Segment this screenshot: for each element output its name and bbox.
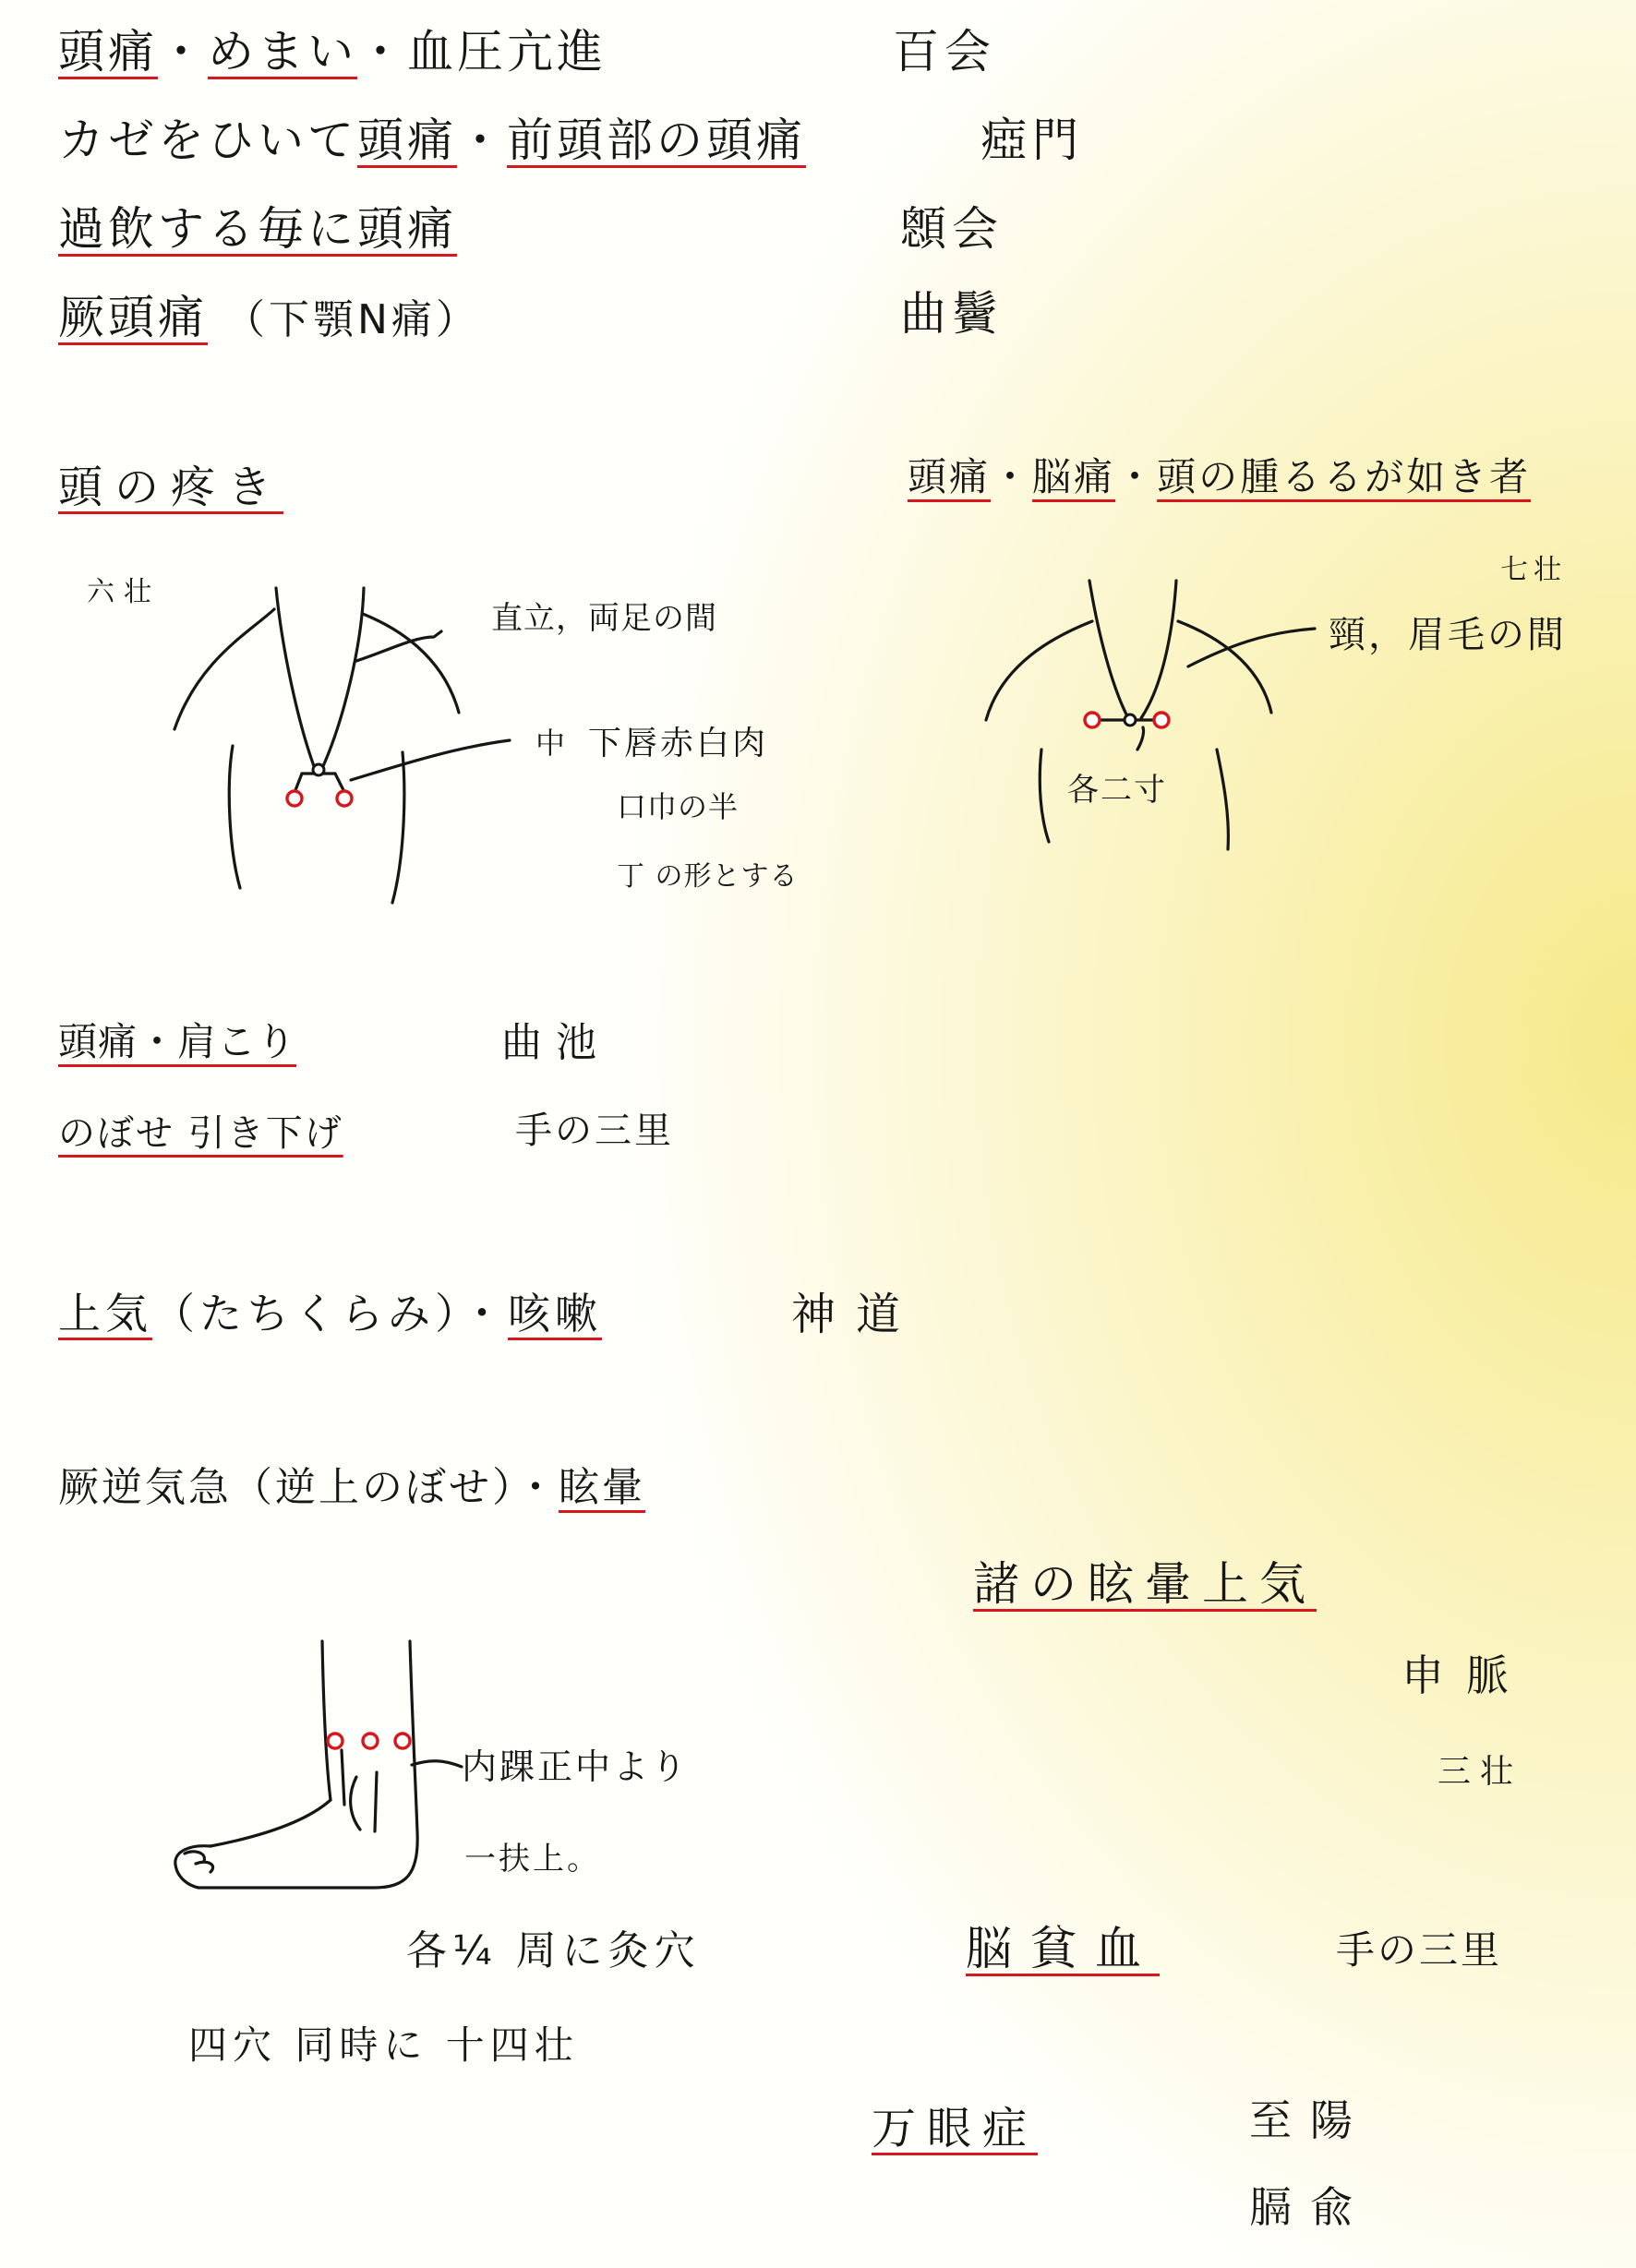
ankle-line: [375, 1772, 377, 1831]
condition-brain-pain: 脳痛: [1032, 454, 1116, 499]
leg-back-heel-sole-line: [198, 1641, 417, 1888]
condition-note: （たちくらみ）・: [152, 1289, 508, 1338]
neck-line-right: [1141, 581, 1176, 718]
toe-outline: [175, 1846, 211, 1888]
point-shiyo: 至陽: [1249, 2095, 1371, 2145]
point-shindo: 神道: [791, 1289, 921, 1340]
condition-cerebral-anemia: 脳貧血: [966, 1922, 1160, 1975]
condition-cough: 咳嗽: [508, 1289, 602, 1338]
label-location: 頸，眉毛の間: [1329, 614, 1567, 656]
condition-headache-stiff-shoulder: 頭痛・肩こり: [58, 1019, 297, 1064]
point-amon: 瘂門: [980, 114, 1084, 167]
point-kyokuchi: 曲池: [501, 1019, 610, 1066]
leader-line-ankle: [412, 1761, 462, 1767]
moxa-point-left: [287, 791, 302, 806]
foot-diagram: [175, 1641, 462, 1888]
leader-line-posture: [356, 631, 441, 661]
condition-eye-disorder: 万眼症: [872, 2103, 1039, 2154]
moxa-count-six: 六壮: [87, 576, 161, 608]
condition-head-swelling: 頭の腫るるが如き者: [1157, 454, 1532, 499]
condition-hypertension: ・血圧亢進: [357, 25, 607, 78]
shoulder-line-left: [174, 609, 274, 729]
point-teno-sanri: 手の三里: [515, 1110, 674, 1152]
section-title-head-swelling: [908, 454, 1531, 500]
point-hyakue: 百会: [893, 25, 996, 78]
ankle-curve: [351, 1777, 360, 1830]
toe-detail-1: [185, 1852, 204, 1861]
moxa-count-three: 三壮: [1438, 1753, 1523, 1791]
torso-side-left: [229, 746, 240, 888]
headache-row-3: [58, 201, 457, 257]
leader-line-location: [1188, 629, 1315, 666]
neck-line-right: [323, 588, 364, 766]
reference-point: [313, 764, 324, 775]
marker-drop-right: [335, 774, 343, 790]
condition-hot-flush: のぼせ 引き下げ: [58, 1112, 343, 1155]
headache-row-1: [58, 24, 607, 79]
label-point-line-1: 下唇赤白肉: [588, 725, 769, 762]
condition-dizziness: めまい: [208, 25, 357, 78]
condition-cold: カゼをひいて: [58, 114, 357, 167]
separator: ・: [158, 25, 208, 78]
moxa-point-3: [395, 1734, 410, 1748]
condition-drinking-headache: 過飲する毎に頭痛: [58, 202, 457, 256]
condition-headache: 頭痛: [58, 25, 158, 78]
torso-side-right: [392, 752, 404, 903]
label-foot-location-2: 一扶上。: [464, 1841, 601, 1878]
neck-line-left: [276, 588, 314, 766]
point-shinkai: 顖会: [900, 202, 1004, 256]
moxa-point-1: [328, 1734, 343, 1748]
separator: ・: [457, 114, 507, 167]
condition-counterflow-vertigo: [58, 1464, 645, 1513]
point-kakuyu: 膈兪: [1249, 2182, 1371, 2232]
marker-drop-left: [295, 774, 302, 790]
torso-side-left: [1040, 750, 1049, 842]
label-center-mark: 中: [535, 726, 566, 761]
shoulder-line-right: [1178, 621, 1271, 713]
moxa-point-2: [363, 1734, 378, 1748]
moxa-point-left: [1085, 713, 1100, 727]
torso-diagram-left: [174, 588, 510, 903]
marker-tick: [1137, 727, 1144, 750]
label-foot-count: 四穴 同時に 十四壮: [188, 2022, 579, 2068]
condition-all-vertigo: 諸の眩暈上気: [973, 1557, 1317, 1611]
label-posture: 直立，両足の間: [491, 600, 717, 637]
instep-line: [211, 1800, 331, 1846]
label-point-line-2: 口巾の半: [617, 789, 740, 824]
point-teno-sanri-2: 手の三里: [1336, 1927, 1503, 1973]
headache-row-4: [58, 290, 480, 345]
toe-detail-2: [196, 1862, 213, 1872]
condition-lightheadedness-cough: [58, 1289, 602, 1339]
condition-counterflow: 厥逆気急（逆上のぼせ）・: [58, 1464, 559, 1511]
point-shinmyaku: 申脈: [1401, 1650, 1531, 1700]
ankle-line-2: [342, 1750, 344, 1805]
moxa-count-seven: 七壮: [1500, 554, 1567, 586]
label-point-line-3: 丁 の形とする: [617, 860, 799, 893]
torso-side-right: [1217, 750, 1228, 849]
condition-frontal-headache: 前頭部の頭痛: [507, 114, 806, 167]
moxa-point-right: [337, 791, 352, 806]
label-foot-location-1: 内踝正中より: [462, 1746, 690, 1787]
condition-vertigo: 眩暈: [559, 1464, 645, 1511]
condition-ascending-qi: 上気: [58, 1289, 152, 1338]
label-foot-method: 各¼ 周に灸穴: [406, 1927, 701, 1974]
condition-headache: 頭痛: [357, 114, 457, 167]
neck-line-left: [1089, 581, 1128, 718]
reference-point: [1125, 714, 1136, 726]
moxa-point-right: [1154, 713, 1169, 727]
condition-note: （下顎N痛）: [224, 296, 480, 343]
section-title-throbbing-head: 頭の疼き: [58, 462, 284, 513]
leg-front-line: [322, 1641, 331, 1800]
condition-jue-headache: 厥頭痛: [58, 291, 208, 344]
label-distance: 各二寸: [1067, 772, 1167, 809]
headache-row-2: [58, 113, 806, 168]
condition-headache: 頭痛: [908, 454, 992, 499]
shoulder-line-right: [363, 614, 459, 713]
separator: ・: [991, 454, 1033, 499]
shoulder-line-left: [986, 621, 1092, 720]
leader-line-point: [351, 740, 510, 780]
separator: ・: [1115, 454, 1158, 499]
point-kyokubin: 曲鬢: [900, 287, 1004, 341]
